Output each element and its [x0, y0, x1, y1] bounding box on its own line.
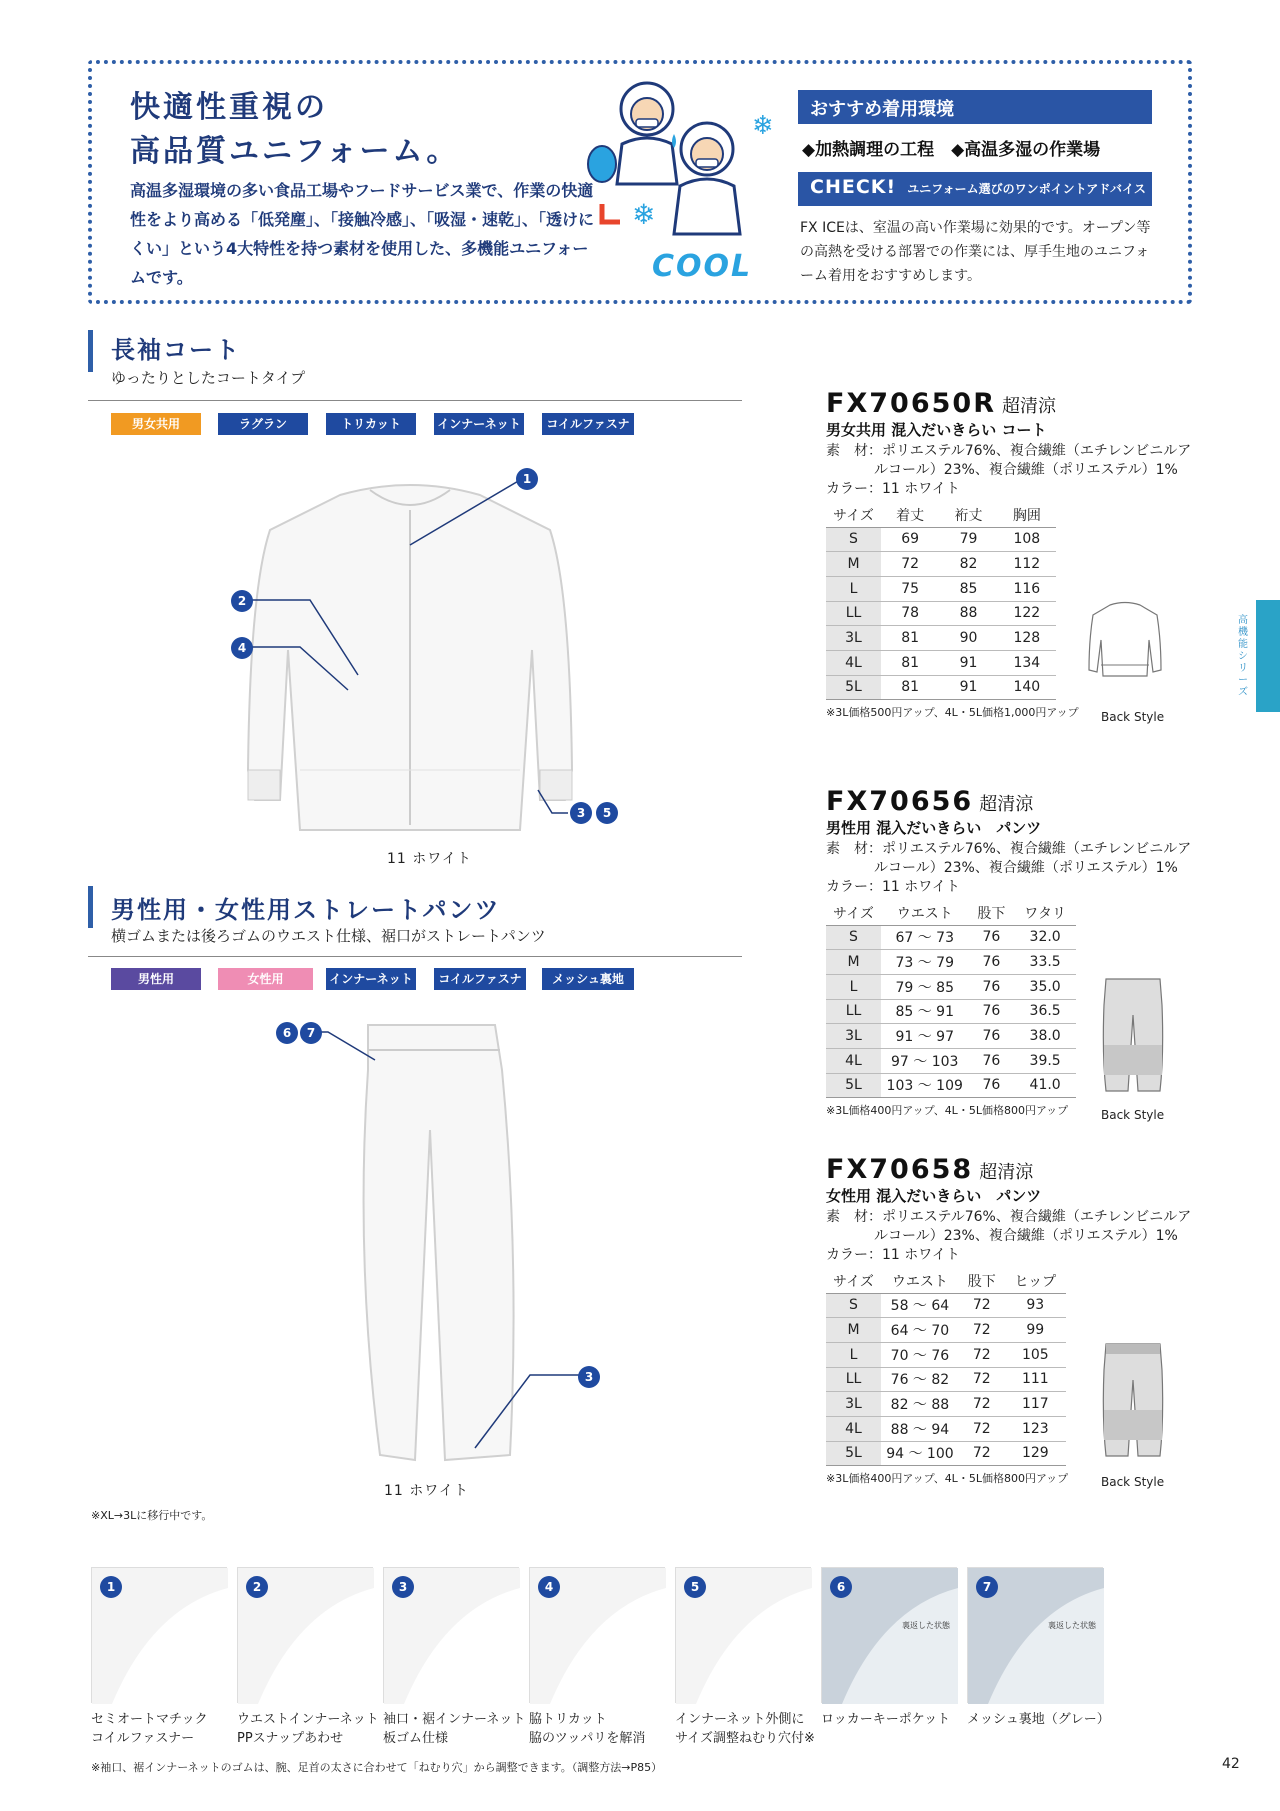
- size-table: サイズ ウエスト 股下 ヒップ S 58 ～ 64 72 93 M 64 ～ 70 72 99 L 70 ～ 76 72 105 LL 76 ～ 82 72 111 3L 82 ～ 88 72 117 4L 88 ～ 94 72 123 5L 94 ～ 100 72 129: [826, 1269, 1066, 1466]
- size-cell: LL: [826, 1367, 881, 1392]
- measure-cell: 88 ～ 94: [881, 1416, 959, 1441]
- measure-cell: 72: [959, 1392, 1005, 1417]
- measure-cell: 41.0: [1014, 1073, 1076, 1098]
- measure-cell: 128: [998, 626, 1056, 651]
- pants-callout-6[interactable]: 6: [276, 1022, 298, 1044]
- size-row: [826, 950, 1076, 975]
- measure-cell: 76: [968, 974, 1014, 999]
- size-row: [826, 974, 1076, 999]
- measure-cell: 88: [939, 601, 997, 626]
- measure-cell: 129: [1005, 1441, 1066, 1466]
- tag-mens: 男性用: [111, 968, 201, 990]
- pants-image: [270, 1010, 630, 1470]
- size-row: [826, 1293, 1066, 1318]
- feature-badge-7: 7: [976, 1576, 998, 1598]
- coat-image: [220, 470, 600, 840]
- measure-cell: 91 ～ 97: [881, 1024, 968, 1049]
- pants-back-style-drawing-1: [1100, 975, 1166, 1095]
- price-note: ※3L価格500円アップ、4L・5L価格1,000円アップ: [826, 706, 1079, 720]
- size-cell: 3L: [826, 626, 881, 651]
- tag-inner-net-pants: インナーネット: [326, 968, 416, 990]
- size-cell: 5L: [826, 1441, 881, 1466]
- measure-cell: 91: [939, 675, 997, 700]
- size-row: [826, 1416, 1066, 1441]
- feature-photo-2: [237, 1567, 373, 1703]
- measure-cell: 72: [959, 1441, 1005, 1466]
- size-row: [826, 675, 1056, 700]
- measure-cell: 39.5: [1014, 1048, 1076, 1073]
- measure-cell: 67 ～ 73: [881, 925, 968, 950]
- size-cell: M: [826, 552, 881, 577]
- back-style-label-2: Back Style: [1101, 1108, 1165, 1122]
- feature-caption-7: メッシュ裏地（グレー）: [967, 1712, 1110, 1727]
- measure-cell: 76 ～ 82: [881, 1367, 959, 1392]
- recommend-heading: おすすめ着用環境: [798, 90, 1152, 124]
- size-cell: 4L: [826, 650, 881, 675]
- svg-text:❄: ❄: [632, 198, 656, 231]
- size-cell: L: [826, 1342, 881, 1367]
- measure-cell: 79: [939, 527, 997, 552]
- cool-workers-illustration: [562, 64, 802, 264]
- size-cell: L: [826, 576, 881, 601]
- measure-cell: 122: [998, 601, 1056, 626]
- measure-cell: 72: [959, 1416, 1005, 1441]
- measure-cell: 78: [881, 601, 939, 626]
- recommend-items: ◆加熱調理の工程 ◆高温多湿の作業場: [802, 140, 1101, 160]
- banner-body: 高温多湿環境の多い食品工場やフードサービス業で、作業の快適性をより高める「低発塵」、「接触冷感」、「吸湿・速乾」、「透けにくい」という4大特性を持つ素材を使用した、多機能ユニフォームです。: [130, 181, 595, 287]
- check-body: FX ICEは、室温の高い作業場に効果的です。オープン等の高熱を受ける部署での作業には、厚手生地のユニフォーム着用をおすすめします。: [800, 220, 1151, 284]
- measure-cell: 99: [1005, 1318, 1066, 1343]
- tag-coil-zipper-pants: コイルファスナー: [434, 968, 526, 990]
- measure-cell: 76: [968, 1073, 1014, 1098]
- product-name: 男女共用 混入だいきらい コート: [826, 421, 1047, 439]
- feature-caption-4: 脇トリカット 脇のツッパリを解消: [529, 1712, 646, 1746]
- measure-cell: 76: [968, 1024, 1014, 1049]
- product-name: 男性用 混入だいきらい パンツ: [826, 819, 1042, 837]
- size-row: [826, 527, 1056, 552]
- feature-badge-6: 6: [830, 1576, 852, 1598]
- product-material: 素 材：ポリエステル76%、複合繊維（エチレンビニルア ルコール）23%、複合繊維（ポリエステル）1% カラー：11 ホワイト: [826, 1209, 1192, 1263]
- size-row: [826, 1318, 1066, 1343]
- coat-callout-3[interactable]: 3: [570, 802, 592, 824]
- product-name: 女性用 混入だいきらい パンツ: [826, 1187, 1042, 1205]
- feature-photo-5: [675, 1567, 811, 1703]
- feature-caption-3: 袖口・裾インナーネット 板ゴム仕様: [383, 1712, 526, 1746]
- coat-section-subtitle: ゆったりとしたコートタイプ: [111, 369, 306, 387]
- banner-title-line2: 高品質ユニフォーム。: [130, 134, 460, 169]
- tag-mesh-lining: メッシュ裏地: [542, 968, 634, 990]
- pants-back-style-drawing-2: [1100, 1340, 1166, 1460]
- pants-divider: [88, 956, 742, 957]
- size-row: [826, 925, 1076, 950]
- inside-out-label: 裏返した状態: [1048, 1621, 1096, 1630]
- check-heading: [798, 172, 1152, 206]
- pants-section-subtitle: 横ゴムまたは後ろゴムのウエスト仕様、裾口がストレートパンツ: [111, 927, 546, 945]
- banner-title: [130, 86, 459, 174]
- size-row: [826, 1441, 1066, 1466]
- feature-caption-6: ロッカーキーポケット: [821, 1712, 951, 1727]
- pants-section-title: 男性用・女性用ストレートパンツ: [111, 896, 501, 924]
- measure-cell: 76: [968, 999, 1014, 1024]
- banner-title-line1: 快適性重視の: [130, 90, 328, 125]
- measure-cell: 116: [998, 576, 1056, 601]
- measure-cell: 105: [1005, 1342, 1066, 1367]
- measure-cell: 72: [959, 1293, 1005, 1318]
- measure-cell: 123: [1005, 1416, 1066, 1441]
- footer-note: ※袖口、裾インナーネットのゴムは、腕、足首の太さに合わせて「ねむり穴」から調整できます。（調整方法→P85）: [91, 1761, 663, 1774]
- coat-callout-5[interactable]: 5: [596, 802, 618, 824]
- size-cell: 3L: [826, 1024, 881, 1049]
- pants-color-caption: 11 ホワイト: [384, 1483, 469, 1499]
- size-cell: S: [826, 925, 881, 950]
- tag-coil-zipper: コイルファスナー: [542, 413, 634, 435]
- measure-cell: 81: [881, 650, 939, 675]
- size-cell: S: [826, 527, 881, 552]
- measure-cell: 140: [998, 675, 1056, 700]
- measure-cell: 82 ～ 88: [881, 1392, 959, 1417]
- feature-badge-1: 1: [100, 1576, 122, 1598]
- measure-cell: 108: [998, 527, 1056, 552]
- product-material: 素 材：ポリエステル76%、複合繊維（エチレンビニルア ルコール）23%、複合繊維（ポリエステル）1% カラー：11 ホワイト: [826, 443, 1192, 497]
- svg-text:❄: ❄: [752, 111, 774, 141]
- measure-cell: 32.0: [1014, 925, 1076, 950]
- pants-callout-3[interactable]: 3: [578, 1366, 600, 1388]
- feature-photo-1: [91, 1567, 227, 1703]
- cool-label: COOL: [652, 249, 753, 284]
- measure-cell: 58 ～ 64: [881, 1293, 959, 1318]
- measure-cell: 72: [881, 552, 939, 577]
- feature-photo-6: [821, 1567, 957, 1703]
- size-cell: 5L: [826, 675, 881, 700]
- back-style-label-1: Back Style: [1101, 710, 1165, 724]
- size-row: [826, 999, 1076, 1024]
- coat-callout-2[interactable]: 2: [231, 590, 253, 612]
- size-cell: 4L: [826, 1048, 881, 1073]
- measure-cell: 85: [939, 576, 997, 601]
- size-cell: 5L: [826, 1073, 881, 1098]
- measure-cell: 76: [968, 925, 1014, 950]
- intro-banner: [88, 60, 1192, 304]
- measure-cell: 112: [998, 552, 1056, 577]
- measure-cell: 94 ～ 100: [881, 1441, 959, 1466]
- coat-section-bar: [88, 330, 93, 372]
- size-table: サイズ 着丈 裄丈 胸囲 S 69 79 108 M 72 82 112 L 75 85 116 LL 78 88 122 3L 81 90 128 4L 81 91 134 5L 81 91 140: [826, 503, 1056, 700]
- feature-badge-3: 3: [392, 1576, 414, 1598]
- xl-migration-note: ※XL→3Lに移行中です。: [91, 1509, 213, 1522]
- size-row: [826, 552, 1056, 577]
- measure-cell: 93: [1005, 1293, 1066, 1318]
- back-style-label-3: Back Style: [1101, 1475, 1165, 1489]
- product-material: 素 材：ポリエステル76%、複合繊維（エチレンビニルア ルコール）23%、複合繊維（ポリエステル）1% カラー：11 ホワイト: [826, 841, 1192, 895]
- product-code: FX70658 超清涼: [826, 1154, 1034, 1185]
- check-subtitle: ユニフォーム選びのワンポイントアドバイス: [907, 182, 1146, 196]
- measure-cell: 38.0: [1014, 1024, 1076, 1049]
- tag-womens: 女性用: [218, 968, 313, 990]
- size-row: [826, 1073, 1076, 1098]
- coat-callout-4[interactable]: 4: [231, 637, 253, 659]
- feature-caption-5: インナーネット外側に サイズ調整ねむり穴付※: [675, 1712, 815, 1746]
- size-row: [826, 576, 1056, 601]
- tag-raglan: ラグラン: [218, 413, 308, 435]
- measure-cell: 103 ～ 109: [881, 1073, 968, 1098]
- side-tab[interactable]: [1256, 600, 1280, 712]
- measure-cell: 69: [881, 527, 939, 552]
- measure-cell: 85 ～ 91: [881, 999, 968, 1024]
- tag-tricut: トリカット: [326, 413, 416, 435]
- price-note: ※3L価格400円アップ、4L・5L価格800円アップ: [826, 1472, 1069, 1486]
- product-code: FX70650R 超清涼: [826, 388, 1056, 419]
- tag-inner-net: インナーネット: [434, 413, 524, 435]
- measure-cell: 73 ～ 79: [881, 950, 968, 975]
- side-tab-label: 高機能シリーズ: [1238, 615, 1248, 698]
- measure-cell: 76: [968, 950, 1014, 975]
- size-row: [826, 650, 1056, 675]
- feature-photo-3: [383, 1567, 519, 1703]
- size-cell: 3L: [826, 1392, 881, 1417]
- size-row: [826, 1392, 1066, 1417]
- price-note: ※3L価格400円アップ、4L・5L価格800円アップ: [826, 1104, 1069, 1118]
- measure-cell: 72: [959, 1318, 1005, 1343]
- size-cell: M: [826, 1318, 881, 1343]
- pants-section-bar: [88, 886, 93, 928]
- measure-cell: 33.5: [1014, 950, 1076, 975]
- feature-photo-4: [529, 1567, 665, 1703]
- feature-photo-7: [967, 1567, 1103, 1703]
- size-row: [826, 1048, 1076, 1073]
- coat-back-style-drawing: [1085, 600, 1165, 680]
- pants-callout-7[interactable]: 7: [300, 1022, 322, 1044]
- product-code: FX70656 超清涼: [826, 786, 1034, 817]
- measure-cell: 82: [939, 552, 997, 577]
- size-row: [826, 1367, 1066, 1392]
- measure-cell: 72: [959, 1342, 1005, 1367]
- size-cell: L: [826, 974, 881, 999]
- measure-cell: 117: [1005, 1392, 1066, 1417]
- size-cell: M: [826, 950, 881, 975]
- measure-cell: 64 ～ 70: [881, 1318, 959, 1343]
- feature-badge-5: 5: [684, 1576, 706, 1598]
- feature-caption-2: ウエストインナーネット PPスナップあわせ: [237, 1712, 379, 1746]
- size-row: [826, 1024, 1076, 1049]
- measure-cell: 91: [939, 650, 997, 675]
- size-row: [826, 626, 1056, 651]
- inside-out-label: 裏返した状態: [902, 1621, 950, 1630]
- measure-cell: 76: [968, 1048, 1014, 1073]
- page-number: 42: [1222, 1756, 1240, 1772]
- measure-cell: 70 ～ 76: [881, 1342, 959, 1367]
- coat-section-title: 長袖コート: [111, 336, 241, 364]
- size-cell: 4L: [826, 1416, 881, 1441]
- coat-callout-1[interactable]: 1: [516, 468, 538, 490]
- size-table: サイズ ウエスト 股下 ワタリ S 67 ～ 73 76 32.0 M 73 ～ 79 76 33.5 L 79 ～ 85 76 35.0 LL 85 ～ 91 76 36.5 3L 91 ～ 97 76 38.0 4L 97 ～ 103 76 39.5 5L 103 ～ 109 76 41.0: [826, 901, 1076, 1098]
- feature-badge-2: 2: [246, 1576, 268, 1598]
- size-cell: S: [826, 1293, 881, 1318]
- coat-color-caption: 11 ホワイト: [387, 851, 472, 867]
- measure-cell: 81: [881, 675, 939, 700]
- measure-cell: 111: [1005, 1367, 1066, 1392]
- size-row: [826, 601, 1056, 626]
- size-cell: LL: [826, 999, 881, 1024]
- measure-cell: 72: [959, 1367, 1005, 1392]
- coat-divider: [88, 400, 742, 401]
- feature-caption-1: セミオートマチック コイルファスナー: [91, 1712, 208, 1746]
- feature-badge-4: 4: [538, 1576, 560, 1598]
- measure-cell: 79 ～ 85: [881, 974, 968, 999]
- measure-cell: 134: [998, 650, 1056, 675]
- measure-cell: 75: [881, 576, 939, 601]
- check-title: CHECK!: [810, 176, 897, 198]
- measure-cell: 81: [881, 626, 939, 651]
- measure-cell: 36.5: [1014, 999, 1076, 1024]
- tag-unisex: 男女共用: [111, 413, 201, 435]
- measure-cell: 97 ～ 103: [881, 1048, 968, 1073]
- size-row: [826, 1342, 1066, 1367]
- size-cell: LL: [826, 601, 881, 626]
- measure-cell: 35.0: [1014, 974, 1076, 999]
- measure-cell: 90: [939, 626, 997, 651]
